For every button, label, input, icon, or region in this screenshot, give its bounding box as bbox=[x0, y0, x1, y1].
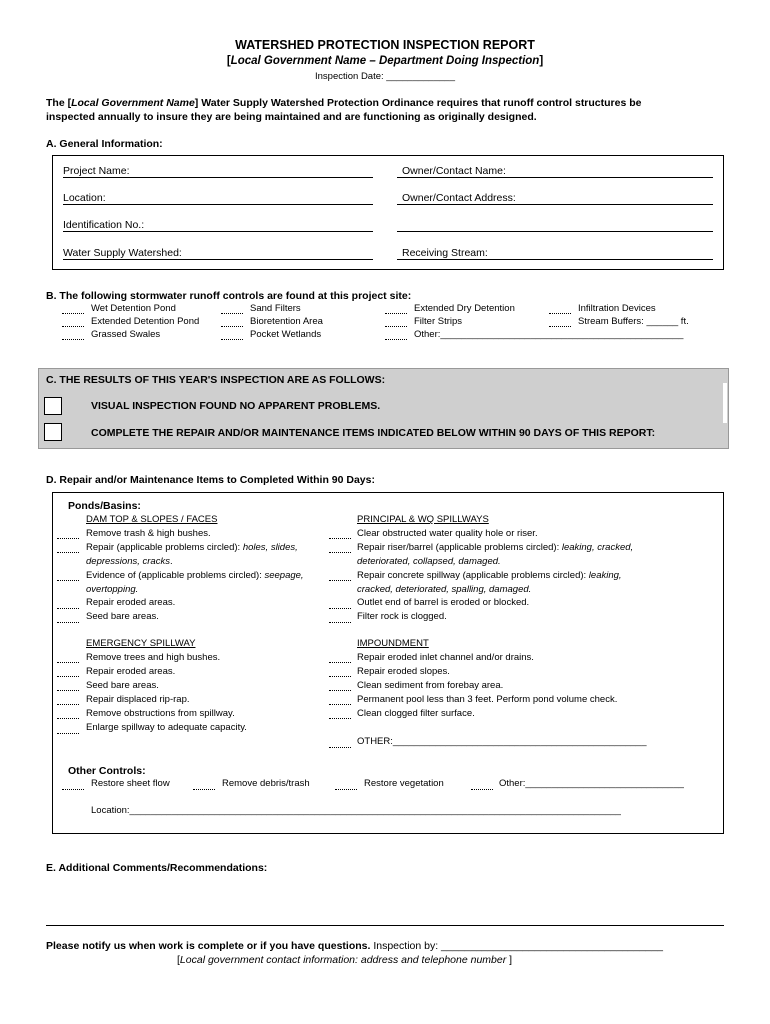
owner-contact-address-field[interactable] bbox=[397, 204, 713, 205]
item-problems: leaking, cracked, bbox=[561, 542, 634, 553]
checkbox-blank[interactable] bbox=[57, 580, 79, 581]
intro-line-1 bbox=[46, 97, 642, 109]
impoundment-item: Clean sediment from forebay area. bbox=[357, 680, 504, 691]
impoundment-item: Clean clogged filter surface. bbox=[357, 708, 475, 719]
checkbox-blank[interactable] bbox=[62, 339, 84, 340]
checkbox-blank[interactable] bbox=[329, 690, 351, 691]
identification-no-field[interactable] bbox=[63, 231, 373, 232]
principal-item-concrete bbox=[357, 570, 622, 581]
checkbox-blank[interactable] bbox=[329, 580, 351, 581]
checkbox-blank[interactable] bbox=[329, 538, 351, 539]
comments-line[interactable] bbox=[46, 925, 724, 926]
checkbox-blank[interactable] bbox=[57, 538, 79, 539]
checkbox-blank[interactable] bbox=[385, 313, 407, 314]
checkbox-blank[interactable] bbox=[57, 733, 79, 734]
checkbox-blank[interactable] bbox=[549, 313, 571, 314]
bracket: [ bbox=[177, 954, 180, 966]
checkbox-blank[interactable] bbox=[549, 326, 571, 327]
checkbox-blank[interactable] bbox=[335, 789, 357, 790]
dam-heading: DAM TOP & SLOPES / FACES bbox=[86, 514, 218, 525]
checkbox-blank[interactable] bbox=[471, 789, 493, 790]
checkbox-blank[interactable] bbox=[57, 718, 79, 719]
repair-required-label: COMPLETE THE REPAIR AND/OR MAINTENANCE ITEMS INDICATED BELOW WITHIN 90 DAYS OF THIS REPORT: bbox=[91, 427, 656, 439]
project-name-field[interactable] bbox=[63, 177, 373, 178]
control-extended-dry-detention: Extended Dry Detention bbox=[414, 303, 515, 314]
checkbox-blank[interactable] bbox=[57, 608, 79, 609]
location-line[interactable]: Location:_____________________________________________________________________________________________ bbox=[91, 805, 621, 816]
control-other[interactable]: Other:______________________________________________ bbox=[414, 329, 684, 340]
item-text: Evidence of (applicable problems circled): bbox=[86, 570, 265, 581]
emergency-item: Repair eroded areas. bbox=[86, 666, 176, 677]
subtitle-text: Local Government Name – Department Doing Inspection bbox=[230, 55, 540, 67]
section-c-heading: C. THE RESULTS OF THIS YEAR'S INSPECTION ARE AS FOLLOWS: bbox=[46, 374, 386, 386]
item-problems: depressions, cracks bbox=[86, 556, 170, 567]
checkbox-blank[interactable] bbox=[329, 662, 351, 663]
emergency-item: Seed bare areas. bbox=[86, 680, 159, 691]
ponds-basins-heading: Ponds/Basins: bbox=[68, 500, 141, 512]
checkbox-blank[interactable] bbox=[329, 608, 351, 609]
control-pocket-wetlands: Pocket Wetlands bbox=[250, 329, 322, 340]
checkbox-blank[interactable] bbox=[57, 552, 79, 553]
contact-text: Local government contact information: address and telephone number bbox=[179, 954, 507, 966]
dam-item-repair bbox=[86, 542, 298, 553]
checkbox-blank[interactable] bbox=[62, 789, 84, 790]
emergency-item: Remove obstructions from spillway. bbox=[86, 708, 235, 719]
control-stream-buffers[interactable]: Stream Buffers: ______ ft. bbox=[578, 316, 689, 327]
other-controls-heading: Other Controls: bbox=[68, 765, 146, 777]
no-problems-label: VISUAL INSPECTION FOUND NO APPARENT PROBLEMS. bbox=[91, 400, 381, 412]
dam-item-remove-trash: Remove trash & high bushes. bbox=[86, 528, 211, 539]
item-problems: holes, slides, bbox=[242, 542, 298, 553]
receiving-stream-label: Receiving Stream: bbox=[402, 247, 488, 259]
control-filter-strips: Filter Strips bbox=[414, 316, 463, 327]
checkbox-blank[interactable] bbox=[221, 339, 243, 340]
dam-item-evidence bbox=[86, 570, 304, 581]
project-name-label: Project Name: bbox=[63, 165, 130, 177]
emergency-item: Remove trees and high bushes. bbox=[86, 652, 221, 663]
owner-contact-name-label: Owner/Contact Name: bbox=[402, 165, 506, 177]
other-control-sheet-flow: Restore sheet flow bbox=[91, 778, 170, 789]
water-supply-watershed-label: Water Supply Watershed: bbox=[63, 247, 182, 259]
emergency-heading: EMERGENCY SPILLWAY bbox=[86, 638, 196, 649]
control-sand-filters: Sand Filters bbox=[250, 303, 301, 314]
section-d-heading: D. Repair and/or Maintenance Items to Completed Within 90 Days: bbox=[46, 474, 375, 486]
item-problems: leaking, bbox=[588, 570, 622, 581]
water-supply-watershed-field[interactable] bbox=[63, 259, 373, 260]
emergency-item: Repair displaced rip-rap. bbox=[86, 694, 190, 705]
footer-notify bbox=[46, 940, 663, 952]
intro-text: The [ bbox=[46, 97, 72, 109]
checkbox-blank[interactable] bbox=[57, 662, 79, 663]
checkbox-blank[interactable] bbox=[329, 718, 351, 719]
section-e-heading: E. Additional Comments/Recommendations: bbox=[46, 862, 268, 874]
other-control-debris: Remove debris/trash bbox=[222, 778, 310, 789]
item-text: . bbox=[169, 556, 173, 567]
principal-item-riser-cont: deteriorated, collapsed, damaged. bbox=[357, 556, 501, 567]
item-text: Repair riser/barrel (applicable problems circled): bbox=[357, 542, 562, 553]
intro-gov-name: Local Government Name bbox=[71, 97, 195, 109]
principal-item-concrete-cont: cracked, deteriorated, spalling, damaged. bbox=[357, 584, 532, 595]
impoundment-item: Repair eroded slopes. bbox=[357, 666, 450, 677]
impoundment-other[interactable]: OTHER:________________________________________________ bbox=[357, 736, 647, 747]
notify-text: Please notify us when work is complete or if you have questions. bbox=[46, 940, 371, 952]
control-bioretention-area: Bioretention Area bbox=[250, 316, 323, 327]
emergency-item: Enlarge spillway to adequate capacity. bbox=[86, 722, 247, 733]
bracket: ] bbox=[506, 954, 513, 966]
receiving-stream-field[interactable] bbox=[397, 259, 713, 260]
footer-contact bbox=[177, 954, 512, 966]
blank-field[interactable] bbox=[397, 231, 713, 232]
checkbox-blank[interactable] bbox=[57, 676, 79, 677]
impoundment-item: Repair eroded inlet channel and/or drains. bbox=[357, 652, 534, 663]
checkbox-blank[interactable] bbox=[193, 789, 215, 790]
impoundment-heading: IMPOUNDMENT bbox=[357, 638, 429, 649]
report-title: WATERSHED PROTECTION INSPECTION REPORT bbox=[235, 38, 535, 52]
checkbox-blank[interactable] bbox=[329, 676, 351, 677]
dam-item-repair-cont bbox=[86, 556, 173, 567]
no-problems-checkbox[interactable] bbox=[44, 397, 62, 415]
checkbox-blank[interactable] bbox=[329, 622, 351, 623]
owner-contact-name-field[interactable] bbox=[397, 177, 713, 178]
inspection-by[interactable]: Inspection by: ______________________________________ bbox=[370, 940, 663, 952]
dam-item-repair-eroded: Repair eroded areas. bbox=[86, 597, 176, 608]
checkbox-blank[interactable] bbox=[329, 747, 351, 748]
checkbox-blank[interactable] bbox=[221, 326, 243, 327]
intro-text: ] Water Supply Watershed Protection Ordinance requires that runoff control structures be bbox=[194, 97, 642, 109]
dam-item-evidence-cont: overtopping. bbox=[86, 584, 139, 595]
repair-required-checkbox[interactable] bbox=[44, 423, 62, 441]
bracket: [ bbox=[226, 55, 231, 67]
control-grassed-swales: Grassed Swales bbox=[91, 329, 161, 340]
checkbox-blank[interactable] bbox=[329, 552, 351, 553]
item-text: Repair concrete spillway (applicable problems circled): bbox=[357, 570, 589, 581]
checkbox-blank[interactable] bbox=[221, 313, 243, 314]
other-control-vegetation: Restore vegetation bbox=[364, 778, 444, 789]
checkbox-blank[interactable] bbox=[62, 313, 84, 314]
control-wet-detention-pond: Wet Detention Pond bbox=[91, 303, 176, 314]
control-infiltration-devices: Infiltration Devices bbox=[578, 303, 656, 314]
control-extended-detention-pond: Extended Detention Pond bbox=[91, 316, 200, 327]
checkbox-blank[interactable] bbox=[329, 704, 351, 705]
intro-line-2: inspected annually to insure they are being maintained and are functioning as originally designed. bbox=[46, 111, 537, 123]
identification-no-label: Identification No.: bbox=[63, 219, 145, 231]
principal-item-clear: Clear obstructed water quality hole or riser. bbox=[357, 528, 538, 539]
bracket: ] bbox=[539, 55, 544, 67]
results-box-edge bbox=[723, 383, 727, 423]
impoundment-item: Permanent pool less than 3 feet. Perform pond volume check. bbox=[357, 694, 618, 705]
item-problems: seepage, bbox=[264, 570, 304, 581]
other-control-other[interactable]: Other:______________________________ bbox=[499, 778, 684, 789]
checkbox-blank[interactable] bbox=[385, 339, 407, 340]
checkbox-blank[interactable] bbox=[57, 690, 79, 691]
location-label: Location: bbox=[63, 192, 106, 204]
principal-heading: PRINCIPAL & WQ SPILLWAYS bbox=[357, 514, 489, 525]
principal-item-riser bbox=[357, 542, 633, 553]
dam-item-seed-bare: Seed bare areas. bbox=[86, 611, 159, 622]
principal-item-filter-rock: Filter rock is clogged. bbox=[357, 611, 447, 622]
owner-contact-address-label: Owner/Contact Address: bbox=[402, 192, 516, 204]
checkbox-blank[interactable] bbox=[385, 326, 407, 327]
location-field[interactable] bbox=[63, 204, 373, 205]
checkbox-blank[interactable] bbox=[57, 622, 79, 623]
section-a-heading: A. General Information: bbox=[46, 138, 163, 150]
checkbox-blank[interactable] bbox=[57, 704, 79, 705]
checkbox-blank[interactable] bbox=[62, 326, 84, 327]
report-subtitle bbox=[0, 55, 770, 67]
section-b-heading: B. The following stormwater runoff controls are found at this project site: bbox=[46, 290, 412, 302]
inspection-date[interactable]: Inspection Date: _____________ bbox=[315, 71, 455, 82]
principal-item-outlet: Outlet end of barrel is eroded or blocked. bbox=[357, 597, 530, 608]
item-text: Repair (applicable problems circled): bbox=[86, 542, 243, 553]
